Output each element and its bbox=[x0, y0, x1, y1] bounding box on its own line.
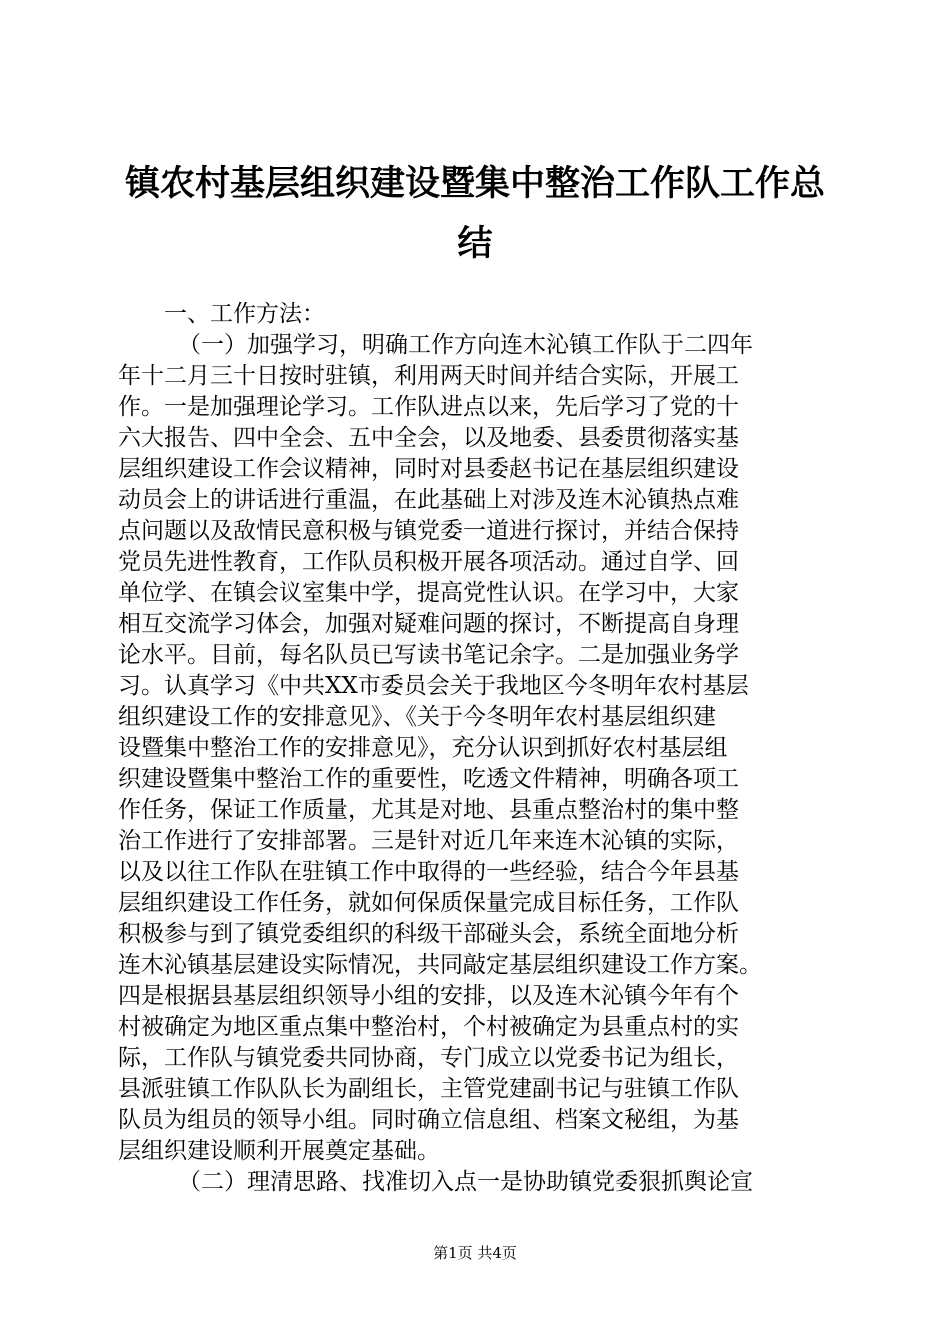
body-line: 县派驻镇工作队队长为副组长，主管党建副书记与驻镇工作队 bbox=[118, 1076, 739, 1102]
body-line: 连木沁镇基层建设实际情况，共同敲定基层组织建设工作方案。 bbox=[118, 952, 762, 978]
body-line: 织建设暨集中整治工作的重要性，吃透文件精神，明确各项工 bbox=[118, 766, 739, 792]
body-line: 单位学、在镇会议室集中学，提高党性认识。在学习中，大家 bbox=[118, 580, 739, 606]
body-line: （一）加强学习，明确工作方向连木沁镇工作队于二四年 bbox=[178, 332, 753, 358]
body-line: 层组织建设工作会议精神，同时对县委赵书记在基层组织建设 bbox=[118, 456, 739, 482]
body-line: 六大报告、四中全会、五中全会，以及地委、县委贯彻落实基 bbox=[118, 425, 739, 451]
body-line: 层组织建设顺利开展奠定基础。 bbox=[118, 1138, 440, 1164]
body-line: 层组织建设工作任务，就如何保质保量完成目标任务，工作队 bbox=[118, 890, 739, 916]
body-line: 论水平。目前，每名队员已写读书笔记余字。二是加强业务学 bbox=[118, 642, 739, 668]
body-line: 作。一是加强理论学习。工作队进点以来，先后学习了党的十 bbox=[118, 394, 739, 420]
body-line: 村被确定为地区重点集中整治村，个村被确定为县重点村的实 bbox=[118, 1014, 739, 1040]
section-heading: 一、工作方法： bbox=[164, 301, 325, 327]
body-line: 四是根据县基层组织领导小组的安排，以及连木沁镇今年有个 bbox=[118, 983, 739, 1009]
body-line: 点问题以及敌情民意积极与镇党委一道进行探讨，并结合保持 bbox=[118, 518, 739, 544]
page-number-footer: 第1页 共4页 bbox=[433, 1244, 517, 1262]
body-line: 队员为组员的领导小组。同时确立信息组、档案文秘组，为基 bbox=[118, 1107, 739, 1133]
body-line: 年十二月三十日按时驻镇，利用两天时间并结合实际，开展工 bbox=[118, 363, 739, 389]
body-line: 党员先进性教育，工作队员积极开展各项活动。通过自学、回 bbox=[118, 549, 739, 575]
body-line: 组织建设工作的安排意见》、《关于今冬明年农村基层组织建 bbox=[118, 704, 716, 730]
body-line: 际，工作队与镇党委共同协商，专门成立以党委书记为组长， bbox=[118, 1045, 739, 1071]
body-line: 积极参与到了镇党委组织的科级干部碰头会，系统全面地分析 bbox=[118, 921, 739, 947]
body-line: 动员会上的讲话进行重温，在此基础上对涉及连木沁镇热点难 bbox=[118, 487, 739, 513]
paragraph-two-start: （二）理清思路、找准切入点一是协助镇党委狠抓舆论宣 bbox=[178, 1169, 753, 1195]
document-title-line-2: 结 bbox=[457, 224, 493, 264]
document-title-line-1: 镇农村基层组织建设暨集中整治工作队工作总 bbox=[124, 164, 825, 204]
body-line: 治工作进行了安排部署。三是针对近几年来连木沁镇的实际， bbox=[118, 828, 739, 854]
body-line: 相互交流学习体会，加强对疑难问题的探讨，不断提高自身理 bbox=[118, 611, 739, 637]
body-line: 设暨集中整治工作的安排意见》，充分认识到抓好农村基层组 bbox=[118, 735, 728, 761]
body-line: 以及以往工作队在驻镇工作中取得的一些经验，结合今年县基 bbox=[118, 859, 739, 885]
body-line: 作任务，保证工作质量，尤其是对地、县重点整治村的集中整 bbox=[118, 797, 739, 823]
body-line: 习。认真学习《中共XX市委员会关于我地区今冬明年农村基层 bbox=[118, 673, 749, 699]
